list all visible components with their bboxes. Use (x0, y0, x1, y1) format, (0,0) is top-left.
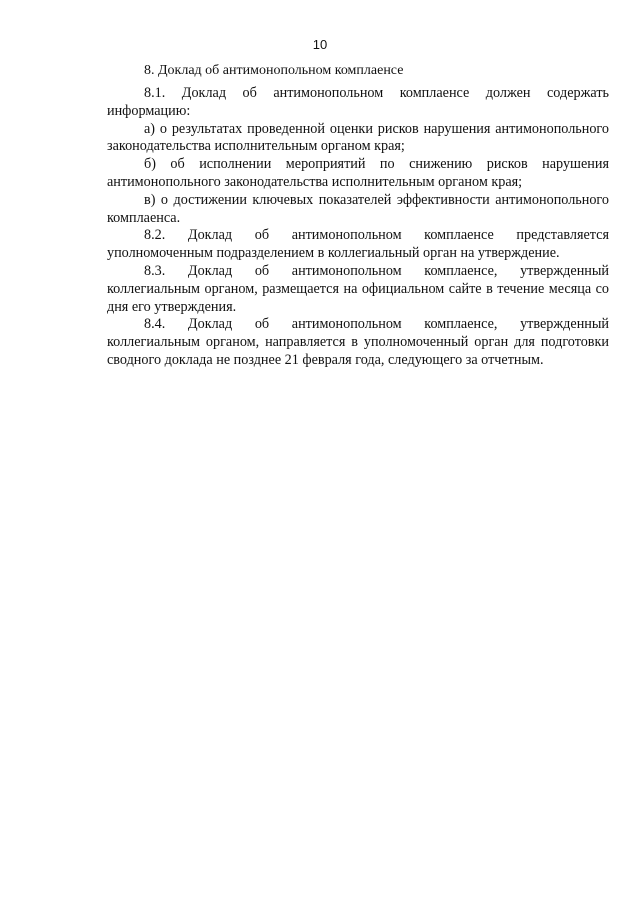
paragraph-8-1-a: а) о результатах проведенной оценки рисков нарушения антимонопольного законодательства исполнительным органом края; (107, 120, 609, 155)
paragraph-8-1-v: в) о достижении ключевых показателей эффективности антимонопольного комплаенса. (107, 191, 609, 226)
document-body (107, 85, 609, 370)
section-heading: 8. Доклад об антимонопольном комплаенсе (144, 63, 404, 78)
paragraph-8-1: 8.1. Доклад об антимонопольном комплаенсе должен содержать информацию: (107, 85, 609, 119)
paragraph-8-3: 8.3. Доклад об антимонопольном комплаенсе, утвержденный коллегиальным органом, размещается на официальном сайте в течение месяца со дня его утверждения. (107, 262, 609, 315)
paragraph-8-2: 8.2. Доклад об антимонопольном комплаенсе представляется уполномоченным подразделением в коллегиальный орган на утверждение. (107, 227, 609, 262)
page-number: 10 (312, 37, 328, 52)
paragraph-8-1-b: б) об исполнении мероприятий по снижению рисков нарушения антимонопольного законодательства исполнительным органом края; (107, 156, 609, 190)
paragraph-8-4: 8.4. Доклад об антимонопольном комплаенсе, утвержденный коллегиальным органом, направляется в уполномоченный орган для подготовки сводного доклада не позднее 21 февраля года, следующего за отчетным. (107, 316, 609, 368)
